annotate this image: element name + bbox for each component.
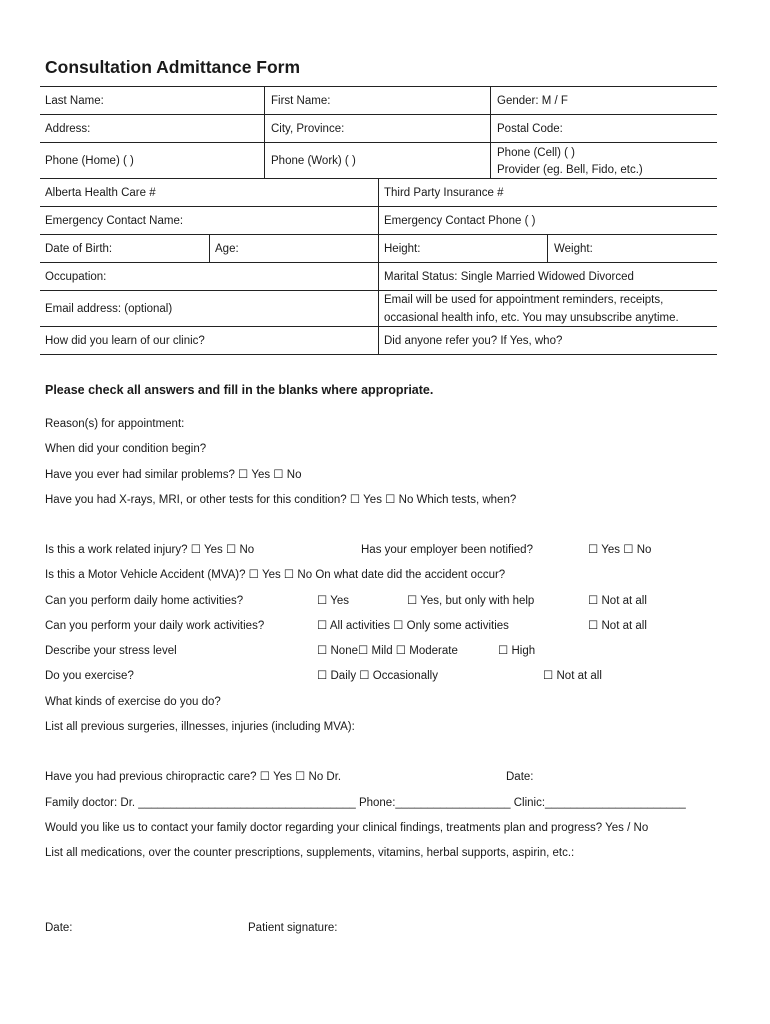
similar-problems-question[interactable]: Have you ever had similar problems? ☐ Yes ☐ No	[45, 469, 302, 481]
home-activities-yes[interactable]: ☐ Yes	[317, 595, 350, 607]
family-doctor-field[interactable]: Family doctor: Dr. __________________________________ Phone:__________________ Clinic:______________________	[45, 797, 686, 809]
gender-field[interactable]: Gender: M / F	[497, 95, 568, 107]
work-activities-not-at-all[interactable]: ☐ Not at all	[588, 620, 647, 632]
exercise-not-at-all[interactable]: ☐ Not at all	[543, 670, 602, 682]
stress-level-options[interactable]: ☐ None☐ Mild ☐ Moderate	[317, 645, 458, 657]
medications-question[interactable]: List all medications, over the counter prescriptions, supplements, vitamins, herbal supports, aspirin, etc.:	[45, 847, 575, 859]
work-injury-question[interactable]: Is this a work related injury? ☐ Yes ☐ No	[45, 544, 255, 556]
email-note: occasional health info, etc. You may unsubscribe anytime.	[384, 312, 679, 324]
address-field[interactable]: Address:	[45, 123, 91, 135]
xrays-question[interactable]: Have you had X-rays, MRI, or other tests for this condition? ☐ Yes ☐ No Which tests, when?	[45, 494, 517, 506]
table-rule	[40, 142, 717, 143]
learn-of-clinic-field[interactable]: How did you learn of our clinic?	[45, 335, 205, 347]
exercise-question: Do you exercise?	[45, 670, 134, 682]
chiropractic-date-field[interactable]: Date:	[506, 771, 534, 783]
work-activities-options[interactable]: ☐ All activities ☐ Only some activities	[317, 620, 509, 632]
home-activities-question: Can you perform daily home activities?	[45, 595, 244, 607]
table-divider	[378, 178, 379, 354]
exercise-kinds-question[interactable]: What kinds of exercise do you do?	[45, 696, 221, 708]
form-title: Consultation Admittance Form	[45, 57, 301, 77]
phone-work-field[interactable]: Phone (Work) ( )	[271, 155, 356, 167]
date-of-birth-field[interactable]: Date of Birth:	[45, 243, 113, 255]
phone-cell-field[interactable]: Phone (Cell) ( )	[497, 147, 575, 159]
date-field[interactable]: Date:	[45, 922, 73, 934]
height-field[interactable]: Height:	[384, 243, 421, 255]
employer-notified-options[interactable]: ☐ Yes ☐ No	[588, 544, 652, 556]
reason-question[interactable]: Reason(s) for appointment:	[45, 418, 185, 430]
marital-status-field[interactable]: Marital Status: Single Married Widowed Divorced	[384, 271, 634, 283]
table-divider	[264, 86, 265, 178]
first-name-field[interactable]: First Name:	[271, 95, 331, 107]
email-note: Email will be used for appointment reminders, receipts,	[384, 294, 664, 306]
emergency-contact-phone-field[interactable]: Emergency Contact Phone ( )	[384, 215, 536, 227]
table-rule	[40, 114, 717, 115]
table-divider	[490, 86, 491, 178]
phone-home-field[interactable]: Phone (Home) ( )	[45, 155, 134, 167]
health-care-field[interactable]: Alberta Health Care #	[45, 187, 156, 199]
city-province-field[interactable]: City, Province:	[271, 123, 345, 135]
employer-notified-question: Has your employer been notified?	[361, 544, 533, 556]
exercise-options[interactable]: ☐ Daily ☐ Occasionally	[317, 670, 438, 682]
surgeries-question[interactable]: List all previous surgeries, illnesses, injuries (including MVA):	[45, 721, 355, 733]
referral-field[interactable]: Did anyone refer you? If Yes, who?	[384, 335, 563, 347]
stress-level-high[interactable]: ☐ High	[498, 645, 536, 657]
email-field[interactable]: Email address: (optional)	[45, 303, 173, 315]
patient-signature-field[interactable]: Patient signature:	[248, 922, 338, 934]
occupation-field[interactable]: Occupation:	[45, 271, 107, 283]
contact-doctor-question[interactable]: Would you like us to contact your family doctor regarding your clinical findings, treatments plan and progress? Yes / No	[45, 822, 649, 834]
emergency-contact-name-field[interactable]: Emergency Contact Name:	[45, 215, 184, 227]
home-activities-with-help[interactable]: ☐ Yes, but only with help	[407, 595, 535, 607]
instructions-heading: Please check all answers and fill in the blanks where appropriate.	[45, 383, 434, 397]
last-name-field[interactable]: Last Name:	[45, 95, 104, 107]
chiropractic-question[interactable]: Have you had previous chiropractic care? ☐ Yes ☐ No Dr.	[45, 771, 342, 783]
table-divider	[209, 234, 210, 262]
table-divider	[547, 234, 548, 262]
home-activities-not-at-all[interactable]: ☐ Not at all	[588, 595, 647, 607]
stress-level-question: Describe your stress level	[45, 645, 177, 657]
work-activities-question: Can you perform your daily work activities?	[45, 620, 265, 632]
postal-code-field[interactable]: Postal Code:	[497, 123, 563, 135]
table-rule	[40, 354, 717, 355]
third-party-insurance-field[interactable]: Third Party Insurance #	[384, 187, 504, 199]
table-rule	[40, 86, 717, 87]
provider-field[interactable]: Provider (eg. Bell, Fido, etc.)	[497, 164, 643, 176]
weight-field[interactable]: Weight:	[554, 243, 593, 255]
mva-question[interactable]: Is this a Motor Vehicle Accident (MVA)? ☐ Yes ☐ No On what date did the accident occur?	[45, 569, 506, 581]
age-field[interactable]: Age:	[215, 243, 239, 255]
condition-begin-question[interactable]: When did your condition begin?	[45, 443, 207, 455]
